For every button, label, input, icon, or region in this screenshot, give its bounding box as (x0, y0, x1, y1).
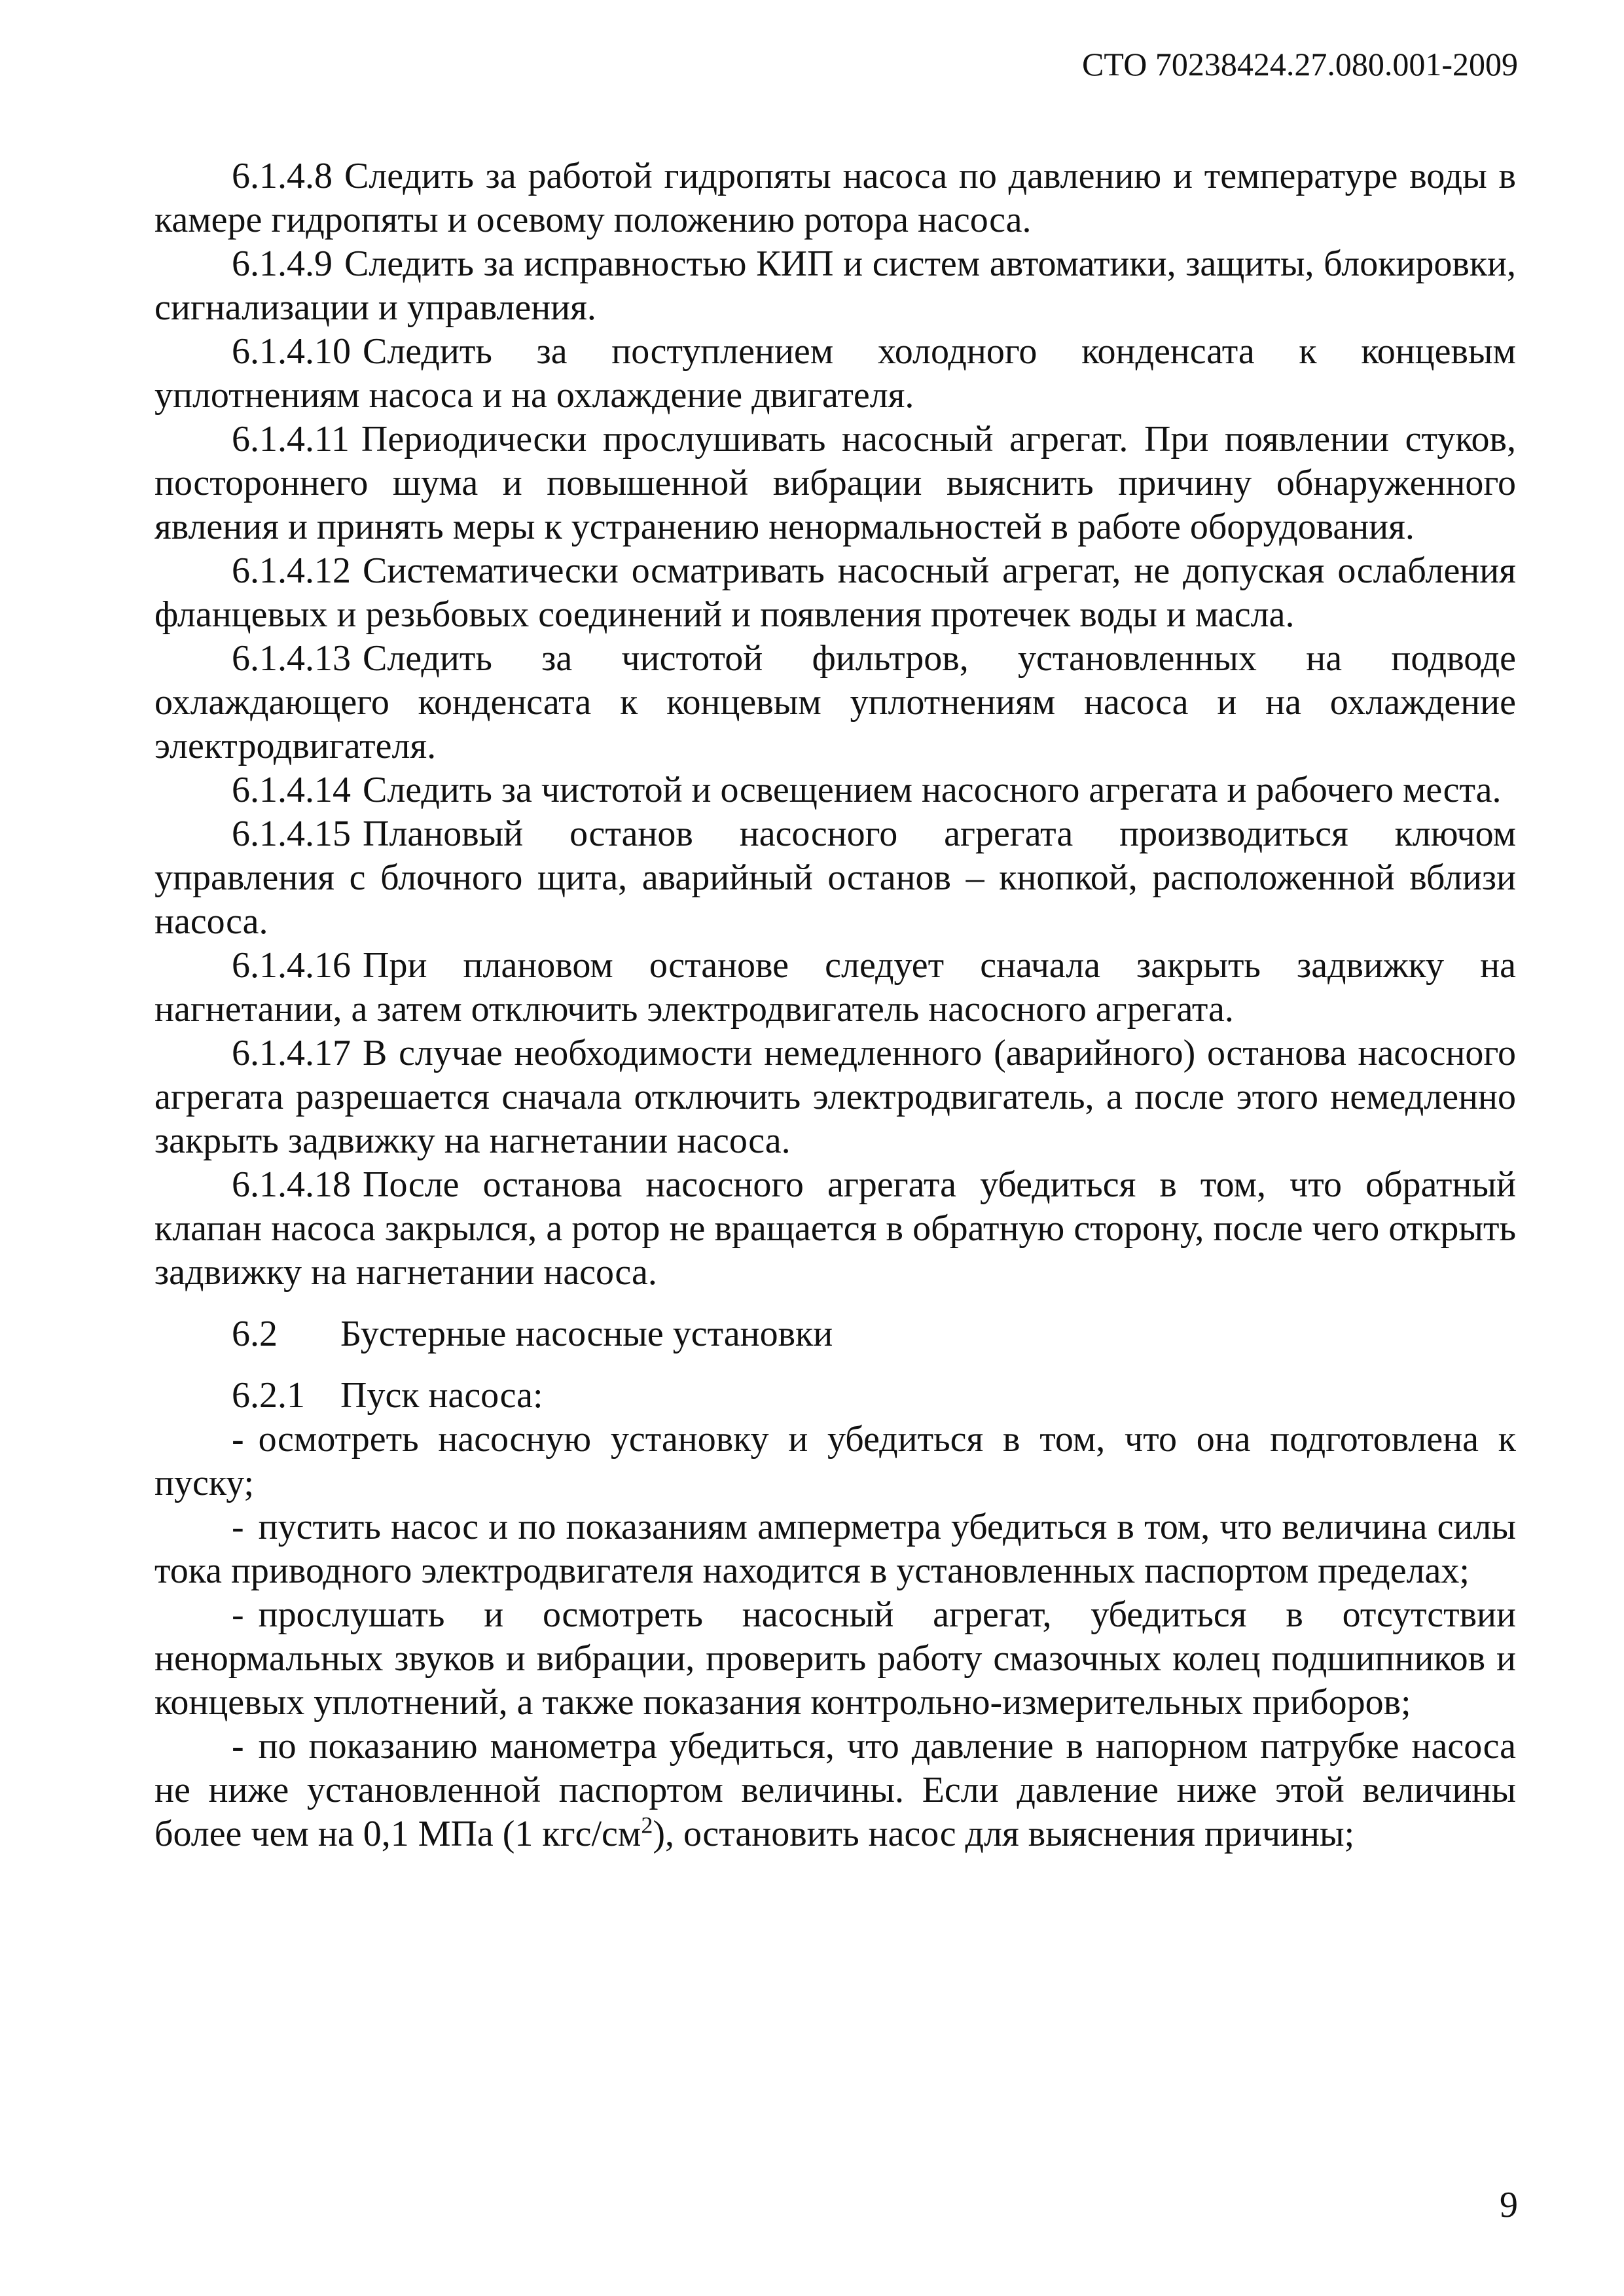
paragraph-number: 6.1.4.18 (232, 1164, 351, 1205)
paragraph-6-1-4-12 (154, 549, 1516, 637)
list-item-text: осмотреть насосную установку и убедиться в том, что она подготовлена к пуску; (154, 1419, 1516, 1503)
list-dash: - (232, 1594, 244, 1635)
paragraph-text: В случае необходимости немедленного (аварийного) останова насосного агрегата разрешается сначала отключить электродвигатель, а после этого немедленно закрыть задвижку на нагнетании насоса. (154, 1033, 1516, 1161)
paragraph-text: Периодически прослушивать насосный агрегат. При появлении стуков, постороннего шума и повышенной вибрации выяснить причину обнаруженного явления и принять меры к устранению ненормальностей в работе оборудования. (154, 419, 1516, 547)
list-dash: - (232, 1726, 244, 1767)
subsection-number: 6.2.1 (232, 1375, 305, 1416)
paragraph-text: Систематически осматривать насосный агрегат, не допуская ослабления фланцевых и резьбовых соединений и появления протечек воды и масла. (154, 550, 1516, 635)
paragraph-6-1-4-8 (154, 154, 1516, 242)
paragraph-6-1-4-14 (154, 768, 1516, 812)
section-title: Бустерные насосные установки (340, 1314, 833, 1354)
paragraph-number: 6.1.4.10 (232, 331, 351, 372)
paragraph-6-1-4-9 (154, 242, 1516, 330)
paragraph-number: 6.1.4.8 (232, 156, 333, 196)
document-code-header: СТО 70238424.27.080.001-2009 (1082, 46, 1518, 82)
paragraph-text: Плановый останов насосного агрегата производиться ключом управления с блочного щита, аварийный останов – кнопкой, расположенной вблизи насоса. (154, 814, 1516, 942)
section-number: 6.2 (232, 1314, 278, 1354)
section-heading-6-2 (154, 1312, 1516, 1356)
list-item (154, 1593, 1516, 1725)
paragraph-6-1-4-10 (154, 330, 1516, 418)
paragraph-number: 6.1.4.13 (232, 638, 351, 679)
subsection-title: Пуск насоса: (340, 1375, 543, 1416)
list-dash: - (232, 1419, 244, 1460)
list-item (154, 1418, 1516, 1505)
list-dash: - (232, 1507, 244, 1547)
paragraph-6-1-4-17 (154, 1031, 1516, 1163)
paragraph-6-1-4-11 (154, 418, 1516, 549)
paragraph-6-1-4-15 (154, 812, 1516, 944)
paragraph-number: 6.1.4.16 (232, 945, 351, 986)
paragraph-number: 6.1.4.14 (232, 770, 351, 810)
list-item-text: прослушать и осмотреть насосный агрегат, убедиться в отсутствии ненормальных звуков и вибрации, проверить работу смазочных колец подшипников и концевых уплотнений, а также показания контрольно-измерительных приборов; (154, 1594, 1516, 1723)
paragraph-text: Следить за исправностью КИП и систем автоматики, защиты, блокировки, сигнализации и управления. (154, 243, 1516, 328)
paragraph-number: 6.1.4.17 (232, 1033, 351, 1073)
paragraph-6-1-4-18 (154, 1163, 1516, 1295)
list-item (154, 1725, 1516, 1856)
list-item (154, 1505, 1516, 1593)
subsection-heading-6-2-1 (154, 1374, 1516, 1418)
list-item-text-continued: ), остановить насос для выяснения причины; (653, 1814, 1355, 1854)
paragraph-text: Следить за чистотой и освещением насосного агрегата и рабочего места. (363, 770, 1502, 810)
paragraph-number: 6.1.4.15 (232, 814, 351, 854)
paragraph-6-1-4-16 (154, 944, 1516, 1031)
superscript-exponent: 2 (641, 1812, 653, 1839)
document-body (154, 154, 1516, 1856)
paragraph-6-1-4-13 (154, 637, 1516, 768)
paragraph-number: 6.1.4.9 (232, 243, 333, 284)
paragraph-text: Следить за работой гидропяты насоса по давлению и температуре воды в камере гидропяты и осевому положению ротора насоса. (154, 156, 1516, 240)
paragraph-text: При плановом останове следует сначала закрыть задвижку на нагнетании, а затем отключить электродвигатель насосного агрегата. (154, 945, 1516, 1030)
paragraph-number: 6.1.4.12 (232, 550, 351, 591)
paragraph-text: Следить за поступлением холодного конденсата к концевым уплотнениям насоса и на охлаждение двигателя. (154, 331, 1516, 416)
paragraph-text: Следить за чистотой фильтров, установленных на подводе охлаждающего конденсата к концевым уплотнениям насоса и на охлаждение электродвигателя. (154, 638, 1516, 766)
list-item-text: по показанию манометра убедиться, что давление в напорном патрубке насоса не ниже установленной паспортом величины. Если давление ниже этой величины более чем на 0,1 МПа (1 кгс/см (154, 1726, 1516, 1854)
paragraph-number: 6.1.4.11 (232, 419, 350, 459)
paragraph-text: После останова насосного агрегата убедиться в том, что обратный клапан насоса закрылся, а ротор не вращается в обратную сторону, после чего открыть задвижку на нагнетании насоса. (154, 1164, 1516, 1293)
page-number: 9 (1500, 2185, 1518, 2225)
list-item-text: пустить насос и по показаниям амперметра убедиться в том, что величина силы тока приводного электродвигателя находится в установленных паспортом пределах; (154, 1507, 1516, 1591)
